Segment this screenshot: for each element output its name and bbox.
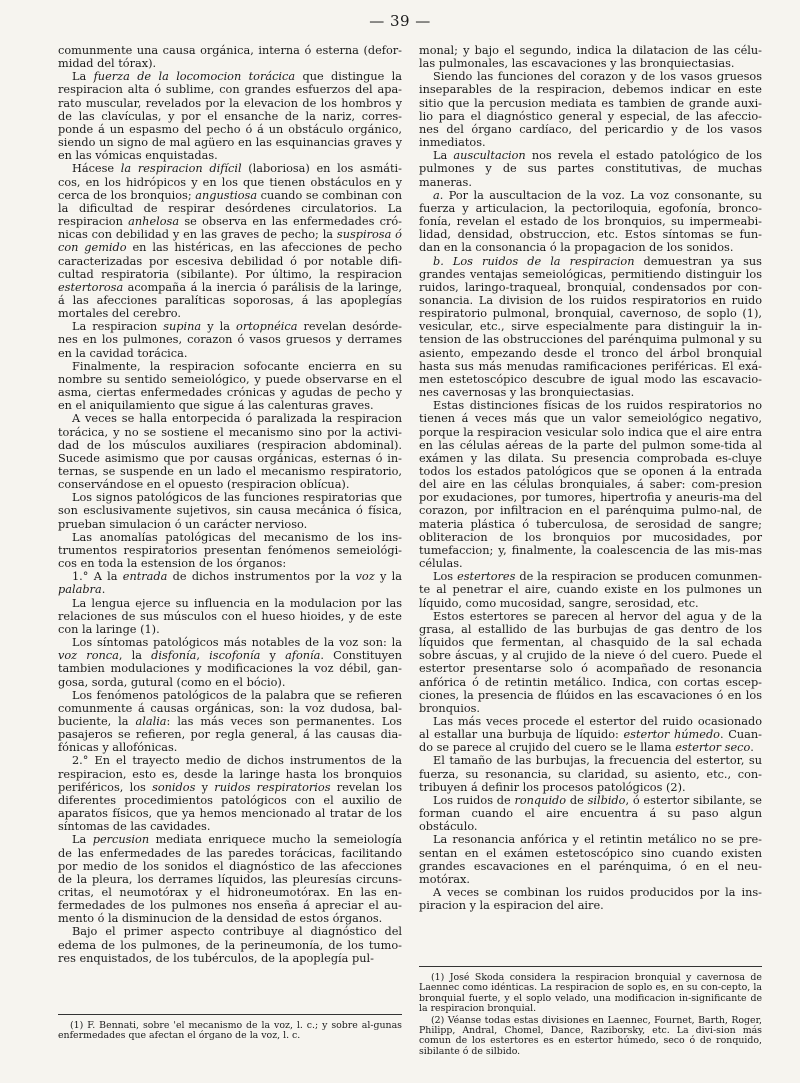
text-run: a. — [433, 188, 444, 202]
text-run: estertor húmedo — [623, 728, 720, 742]
paragraph — [419, 570, 762, 609]
text-run: cuando se combinan con la dificultad de respirar desórdenes circulatorios. La respiracion — [58, 188, 403, 229]
footnote-divider-left — [58, 1014, 402, 1015]
text-run: La respiracion — [72, 320, 164, 334]
paragraph — [58, 689, 402, 755]
paragraph — [58, 320, 402, 359]
right-footnotes — [419, 973, 762, 1058]
text-run: A veces se halla entorpecida ó paralizada la respiracion torácica, y no se sostiene el mecanismo sino por la activi-dad de los músculos auxiliares (respiracion abdominal). Sucede asimismo que por causas orgánicas, esternas ó in-ternas, se suspende en un lado el mecanismo respiratorio, conservándose en el opuesto (respiracion oblícua). — [58, 412, 402, 492]
paragraph — [419, 715, 762, 754]
footnote — [419, 973, 762, 1015]
left-footnotes — [58, 1021, 402, 1043]
paragraph — [58, 636, 402, 689]
text-run: (1) F. Bennati, sobre 'el mecanismo de la voz, l. c.; y sobre al-gunas enfermedades que afectan el órgano de la voz, l. c. — [58, 1020, 402, 1042]
paragraph — [58, 491, 402, 530]
text-run: 1.° A la — [72, 570, 123, 584]
text-run: Los ruidos de — [433, 793, 515, 807]
text-run: La resonancia anfórica y el retintin metálico no se pre-sentan en el exámen estetoscópico sino cuando existen grandes escavaciones en el parénquima, ó en el neu-motórax. — [419, 833, 762, 886]
text-run: A veces se combinan los ruidos producidos por la ins-piracion y la espiracion del aire. — [419, 886, 762, 913]
text-run: voz — [355, 570, 375, 584]
text-run: silbido — [587, 793, 626, 807]
text-run: 2.° En el trayecto medio de dichos instrumentos de la respiracion, esto es, desde la laringe hasta los bronquios periféricos, los — [58, 754, 402, 794]
left-column — [58, 44, 402, 965]
paragraph — [58, 833, 402, 925]
text-run: b. Los ruidos de la respiracion — [433, 254, 635, 268]
text-run: fuerza de la locomocion torácica — [93, 70, 296, 84]
paragraph — [58, 754, 402, 833]
paragraph — [419, 189, 762, 255]
text-run: , ó estertor sibilante, se forman cuando el aire encuentra á su paso algun obstáculo. — [419, 793, 762, 834]
text-run: suspirosa ó con gemido — [58, 228, 402, 255]
footnote — [419, 1016, 762, 1058]
text-run: La lengua ejerce su influencia en la modulacion por las relaciones de sus músculos con el hueso hioides, y de este con la laringe (1). — [58, 596, 402, 636]
paragraph — [419, 610, 762, 715]
text-run: revelan los diferentes procedimientos patológicos con el auxilio de aparatos físicos, que ya hemos mencionado al tratar de los síntomas de las cavidades. — [58, 780, 403, 834]
text-run: disfonía — [151, 649, 197, 663]
text-run: angustiosa — [195, 188, 258, 202]
right-column — [419, 44, 762, 912]
text-run: sonidos — [152, 780, 196, 794]
text-run: , la — [118, 649, 152, 663]
text-run: se observa en las enfermedades cró-nicas con debilidad y en las graves de pecho; la — [58, 215, 402, 242]
text-run: y — [260, 649, 286, 663]
text-run: . — [101, 583, 106, 597]
paragraph — [58, 925, 402, 964]
text-run: Los signos patológicos de las funciones respiratorias que son esclusivamente sujetivos, sin causa mecánica ó física, prueban simulacion ó un carácter nervioso. — [58, 491, 402, 531]
text-run: La — [72, 70, 94, 84]
text-run: la respiracion difícil — [120, 162, 242, 176]
text-run: auscultacion — [453, 149, 526, 163]
paragraph — [58, 412, 402, 491]
text-run: Hácese — [72, 162, 121, 176]
text-run: (1) José Skoda considera la respiracion bronquial y cavernosa de Laennec como idénticas. La respiracion de soplo es, en su con-cepto, la bronquial fuerte, y el soplo velado, una modificacion in-significante de la respiracion bronquial. — [419, 972, 762, 1015]
text-run: (2) Véanse todas estas divisiones en Laennec, Fournet, Barth, Roger, Philipp, Andral, Chomel, Dance, Raziborsky, etc. La divi-sion más comun de los estertores es en estertor húmedo, seco ó de ronquido, sibilante ó de silbido. — [419, 1014, 762, 1057]
text-run: Finalmente, la respiracion sofocante encierra en su nombre su sentido semeiológico, y puede observarse en el asma, ciertas enfermedades crónicas y agudas de pecho y en el aniquilamiento que sigue á las calenturas graves. — [58, 359, 402, 413]
text-run: y la — [201, 320, 237, 334]
text-run: en las histéricas, en las afecciones de pecho caracterizadas por escesiva debilidad ó por notable difi-cultad respiratoria (sibilante). Por último, la respiracion — [58, 241, 402, 281]
text-run: mediata enriquece mucho la semeiología de las enfermedades de las paredes torácicas, facilitando por medio de los sonidos el diagnóstico de las afecciones de la pleura, los derrames líquidos, las pleuresías circuns-critas, el neumotórax y el hidroneumotórax. En las en-fermedades de los pulmones nos enseña á apreciar el au-mento ó la disminucion de la densidad de estos órganos. — [58, 833, 402, 926]
text-run: ronquido — [514, 793, 567, 807]
text-run: : las más veces son permanentes. Los pasajeros se refieren, por regla general, á las causas dia-fónicas y allofónicas. — [58, 714, 402, 755]
text-run: de la respiracion se producen comunmen-te al penetrar el aire, cuando existe en los pulmones un líquido, como mucosidad, sangre, serosidad, etc. — [419, 570, 762, 610]
text-run: . Constituyen tambien modulaciones y modificaciones la voz débil, gan-gosa, sorda, gutural (como en el bócio). — [58, 649, 403, 689]
text-run: , — [196, 649, 210, 663]
footnote-divider-right — [419, 966, 762, 967]
text-run: alalia — [135, 714, 167, 728]
text-run: Los síntomas patológicos más notables de la voz son: la — [72, 636, 402, 650]
text-run: El tamaño de las burbujas, la frecuencia del estertor, su fuerza, su resonancia, su claridad, su asiento, etc., con-tribuyen á definir los procesos patológicos (2). — [419, 754, 762, 794]
text-run: La — [72, 833, 93, 847]
text-run: Siendo las funciones del corazon y de los vasos gruesos inseparables de la respiracion, debemos indicar en este sitio que la percusion mediata es tambien de grande auxi-lio para el diagnóstico general y especial, de las afeccio-nes del órgano cardíaco, del pericardio y de los vasos inmediatos. — [419, 70, 762, 150]
paragraph — [58, 531, 402, 570]
text-run: y la — [374, 570, 402, 584]
text-run: percusion — [92, 833, 150, 847]
text-run: Estas distinciones físicas de los ruidos respiratorios no tienen á veces más que un valor semeiológico negativo, porque la respiracion vesicular solo indica que el aire entra en las células aéreas de la parte del pulmon some-tida al exámen y las dilata. Su presencia comprobada es-cluye todos los estados patológicos que se oponen á la entrada del aire en las células bronquiales, á saber: com-presion por exudaciones, por tumores, hipertrofia y aneuris-ma del corazon, por infiltracion en el parénquima pulmo-nal, de materia plástica ó tuberculosa, de serosidad de sangre; obliteracion de los bronquios por mucosidades, por tumefaccion; y, finalmente, la coalescencia de las mis-mas células. — [419, 399, 762, 571]
paragraph — [419, 149, 762, 188]
text-run: comunmente una causa orgánica, interna ó esterna (defor-midad del tórax). — [58, 44, 402, 71]
text-run: ortopnéica — [236, 320, 298, 334]
paragraph — [58, 360, 402, 413]
paragraph — [419, 833, 762, 886]
text-run: Estos estertores se parecen al hervor del agua y de la grasa, al estallido de las burbujas de gas dentro de los líquidos que fermentan, al chasquido de la sal echada sobre áscuas, y al crujido de la nieve ó del cuero. Puede el estertor presentarse solo ó acompañado de resonancia anfórica ó de retintin metálico. Indica, con cortas escep-ciones, la presencia de flúidos en las escavaciones ó en los bronquios. — [419, 609, 762, 715]
paragraph — [419, 44, 762, 70]
paragraph — [419, 70, 762, 149]
text-run: (laboriosa) en los asmáti-cos, en los hidrópicos y en los que tienen obstáculos en y cerca de los bronquios; — [58, 162, 402, 202]
text-run: anhelosa — [128, 215, 180, 229]
text-run: La — [433, 149, 454, 163]
text-run: nos revela el estado patológico de los pulmones y de sus partes constitutivas, de muchas maneras. — [419, 149, 762, 189]
text-run: Bajo el primer aspecto contribuye al diagnóstico del edema de los pulmones, de la perineumonía, de los tumo-res enquistados, de los tubérculos, de la apoplegía pul- — [58, 925, 402, 965]
paragraph — [58, 162, 402, 320]
text-run: entrada — [122, 570, 168, 584]
text-run: estertorosa — [58, 280, 124, 294]
text-run: estertor seco — [675, 741, 751, 755]
page-number: — 39 — — [369, 12, 431, 30]
text-run: . — [750, 741, 754, 755]
text-run: palabra — [58, 583, 102, 597]
text-run: afonía — [285, 649, 321, 663]
paragraph — [419, 886, 762, 912]
text-run: y — [195, 780, 215, 794]
paragraph — [419, 255, 762, 400]
text-run: iscofonía — [209, 649, 261, 663]
text-run: ruidos respiratorios — [214, 780, 331, 794]
text-run: voz ronca — [58, 649, 119, 663]
text-run: revelan desórde-nes en los pulmones, corazon ó vasos gruesos y derrames en la cavidad torácica. — [58, 320, 402, 360]
text-run: Los fenómenos patológicos de la palabra que se refieren comunmente á causas orgánicas, son: la voz dudosa, bal-buciente, la — [58, 688, 402, 728]
text-run: Por la auscultacion de la voz. La voz consonante, su fuerza y articulacion, la pectoriloquia, egofonía, bronco-fonía, revelan el estado de los bronquios, su impermeabi-lidad, densidad, obstruccion, etc. Estos síntomas se fun-dan en la consonancia ó la propagacion de los sonidos. — [419, 188, 762, 255]
text-run: monal; y bajo el segundo, indica la dilatacion de las célu-las pulmonales, las escavaciones y las bronquiectasias. — [419, 44, 762, 71]
text-run: Las anomalías patológicas del mecanismo de los ins-trumentos respiratorios presentan fenómenos semeiológi-cos en toda la estension de los órganos: — [58, 530, 402, 571]
paragraph — [58, 597, 402, 636]
paragraph — [58, 44, 402, 70]
text-run: de — [566, 793, 588, 807]
text-run: estertores — [457, 570, 516, 584]
paragraph — [419, 399, 762, 570]
text-run: acompaña á la inercia ó parálisis de la laringe, á las afecciones paralíticas soporosas, á las apoplegías mortales del cerebro. — [58, 280, 402, 321]
paragraph — [419, 754, 762, 793]
text-run: demuestran ya sus grandes ventajas semeiológicas, permitiendo distinguir los ruidos, laringo-traqueal, bronquial, condensados por con-sonancia. La division de los ruidos respiratorios en ruido respiratorio pulmonal, bronquial, cavernoso, de soplo (1), vesicular, etc., sirve especialmente para distinguir la in-tension de las obstrucciones del parénquima pulmonal y su asiento, empezando desde el tronco del árbol bronquial hasta sus más menudas ramificaciones periféricas. El exá-men estetoscópico descubre de igual modo las escavacio-nes cavernosas y las bronquiectasias. — [419, 254, 762, 400]
text-run: . Cuan-do se parece al crujido del cuero se le llama — [419, 728, 762, 755]
text-run: Las más veces procede el estertor del ruido ocasionado al estallar una burbuja de líquido: — [419, 714, 762, 742]
text-run: de dichos instrumentos por la — [167, 570, 356, 584]
text-run: que distingue la respiracion alta ó sublime, con grandes esfuerzos del apa-rato muscular, revelados por la elevacion de los hombros y de las clavículas, y por el ensanche de la nariz, corres-ponde á un espasmo del pecho ó á un obstáculo orgánico, siendo un signo de mal agüero en las esquinancias graves y en las vómicas enquistadas. — [58, 70, 403, 163]
paragraph — [58, 570, 402, 596]
footnote — [58, 1021, 402, 1042]
text-run: Los — [433, 570, 458, 584]
paragraph — [419, 794, 762, 833]
paragraph — [58, 70, 402, 162]
text-run: supina — [163, 320, 202, 334]
